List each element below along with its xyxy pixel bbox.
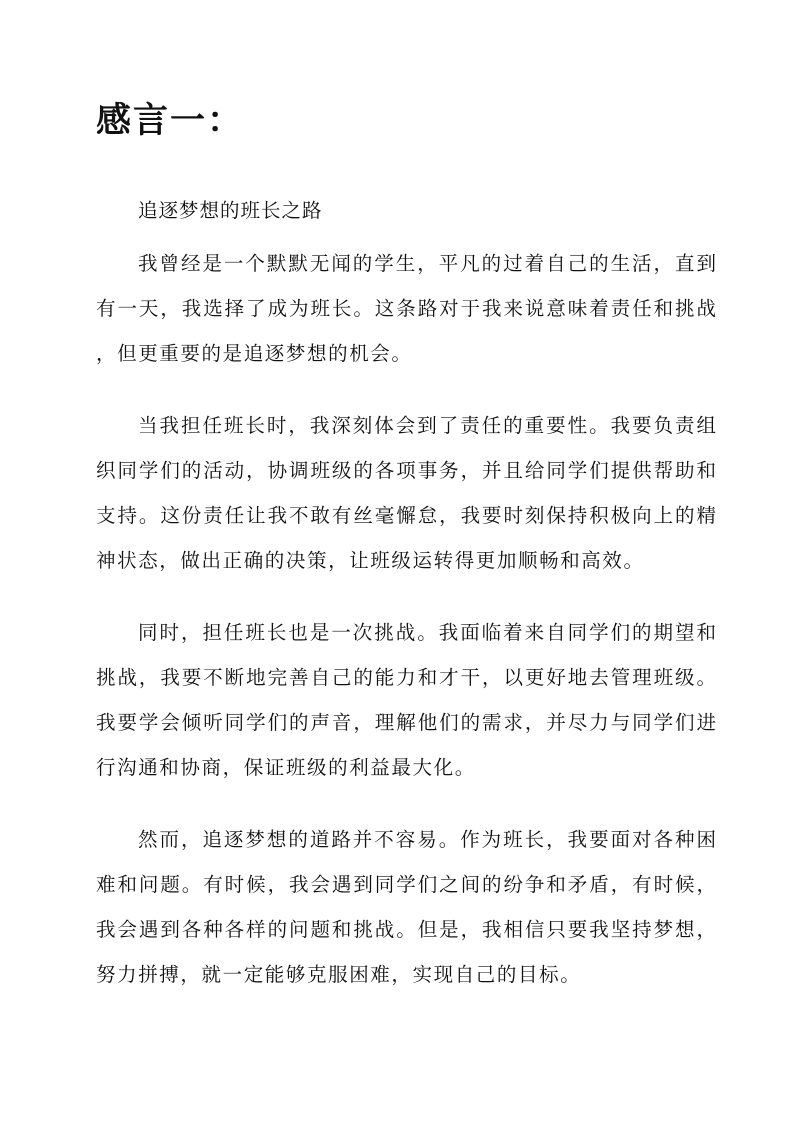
paragraph-line: 支持。这份责任让我不敢有丝毫懈怠，我要时刻保持积极向上的精 [96, 504, 716, 527]
paragraph-line: ，但更重要的是追逐梦想的机会。 [96, 342, 413, 365]
page-heading: 感言一： [96, 101, 245, 141]
paragraph-line: 我要学会倾听同学们的声音，理解他们的需求，并尽力与同学们进 [96, 711, 716, 734]
paragraph-4 [96, 817, 716, 997]
paragraph-line: 难和问题。有时候，我会遇到同学们之间的纷争和矛盾，有时候， [96, 873, 716, 896]
paragraph-3 [96, 610, 716, 790]
paragraph-2 [96, 403, 716, 583]
paragraph-line: 我曾经是一个默默无闻的学生，平凡的过着自己的生活，直到 [138, 252, 716, 275]
document-body [96, 190, 716, 1024]
paragraph-line: 行沟通和协商，保证班级的利益最大化。 [96, 756, 476, 779]
essay-title: 追逐梦想的班长之路 [138, 199, 323, 222]
paragraph-line: 同时，担任班长也是一次挑战。我面临着来自同学们的期望和 [138, 621, 716, 644]
paragraph-line: 当我担任班长时，我深刻体会到了责任的重要性。我要负责组 [138, 414, 716, 437]
paragraph-1 [96, 241, 716, 376]
paragraph-line: 然而，追逐梦想的道路并不容易。作为班长，我要面对各种困 [138, 828, 716, 851]
paragraph-line: 有一天，我选择了成为班长。这条路对于我来说意味着责任和挑战 [96, 297, 716, 320]
paragraph-line: 织同学们的活动，协调班级的各项事务，并且给同学们提供帮助和 [96, 459, 716, 482]
paragraph-line: 我会遇到各种各样的问题和挑战。但是，我相信只要我坚持梦想， [96, 918, 716, 941]
paragraph-line: 努力拼搏，就一定能够克服困难，实现自己的目标。 [96, 963, 582, 986]
paragraph-line: 挑战，我要不断地完善自己的能力和才干，以更好地去管理班级。 [96, 666, 716, 689]
paragraph-line: 神状态，做出正确的决策，让班级运转得更加顺畅和高效。 [96, 549, 645, 572]
